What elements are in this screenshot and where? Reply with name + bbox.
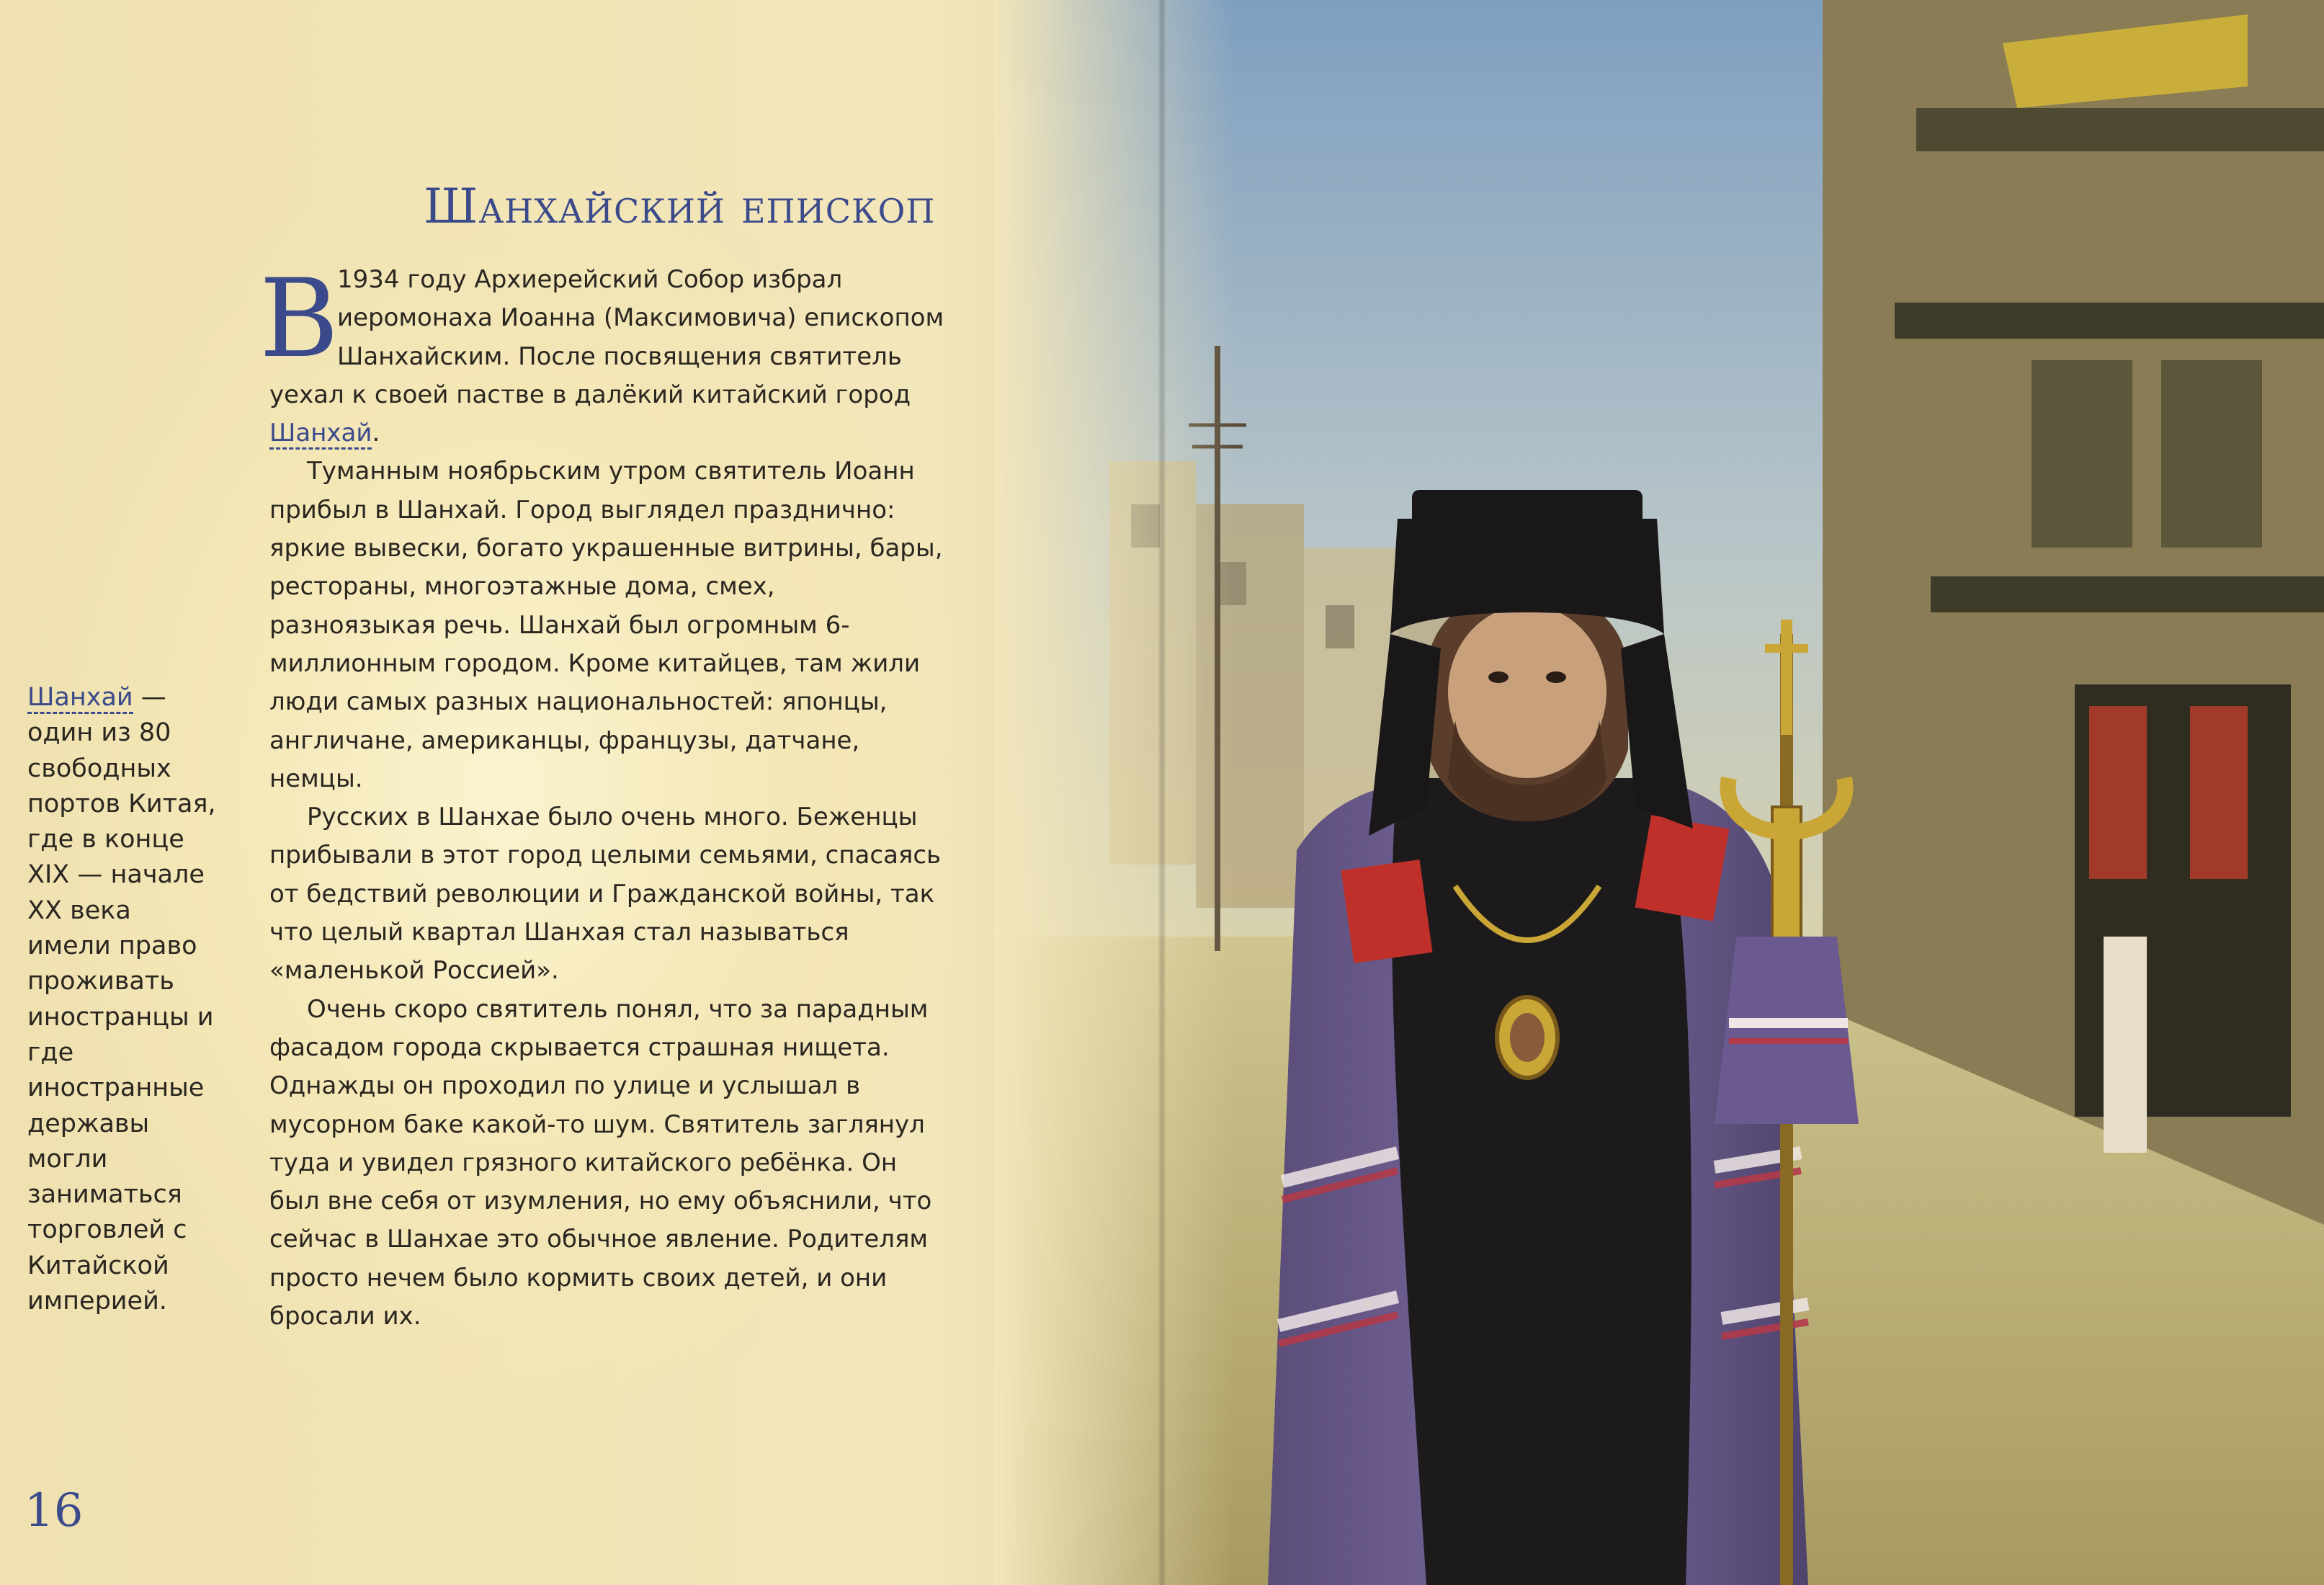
intro-line-1: 1934 году Архиерейский Собор избрал bbox=[337, 265, 843, 294]
glossary-term-link[interactable]: Шанхай bbox=[269, 419, 372, 450]
paragraph-arrival: Туманным ноябрьским утром святитель Иоанн прибыл в Шанхай. Город выглядел празднично: яркие вывески, богато украшенные витрины, бары, рестораны, многоэтажные дома, смех, разноязыкая речь. Шанхай был огромным 6-миллионным городом. Кроме китайцев, там жили люди самых разных национальностей: японцы, англичане, американцы, французы, датчане, немцы. bbox=[269, 457, 943, 793]
page-number: 16 bbox=[24, 1484, 84, 1537]
bishop-street-painting-icon bbox=[994, 0, 2324, 1585]
left-page bbox=[0, 0, 1161, 1585]
intro-line-3: Шанхайским. После посвящения святитель bbox=[337, 341, 902, 371]
glossary-sidenote bbox=[27, 680, 222, 1319]
street-illustration bbox=[994, 0, 2324, 1585]
intro-end: . bbox=[372, 419, 380, 448]
book-gutter bbox=[1158, 0, 1166, 1585]
sidenote-term: Шанхай bbox=[27, 683, 133, 714]
page-title: Шанхайский епископ bbox=[424, 179, 936, 234]
sidenote-text: — один из 80 свободных портов Китая, где в конце XIX — начале XX века имели право проживать иностранцы и где иностранные державы могли заниматься торговлей с Китайской империей. bbox=[27, 683, 216, 1316]
intro-line-4: уехал к своей пастве в далёкий китайский город bbox=[269, 380, 911, 409]
drop-cap: В bbox=[259, 256, 339, 382]
intro-paragraph bbox=[269, 261, 947, 452]
article-body bbox=[269, 261, 947, 1336]
paragraph-russians: Русских в Шанхае было очень много. Беженцы прибывали в этот город целыми семьями, спасаясь от бедствий революции и Гражданской войны, так что целый квартал Шанхая стал называться «маленькой Россией». bbox=[269, 803, 942, 986]
intro-line-2: иеромонаха Иоанна (Максимовича) епископом bbox=[337, 303, 944, 333]
paragraph-poverty: Очень скоро святитель понял, что за парадным фасадом города скрывается страшная нищета. Однажды он проходил по улице и услышал в мусорном баке какой-то шум. Святитель заглянул туда и увидел грязного китайского ребёнка. Он был вне себя от изумления, но ему объяснили, что сейчас в Шанхае это обычное явление. Родителям просто нечем было кормить своих детей, и они бросали их. bbox=[269, 994, 932, 1331]
